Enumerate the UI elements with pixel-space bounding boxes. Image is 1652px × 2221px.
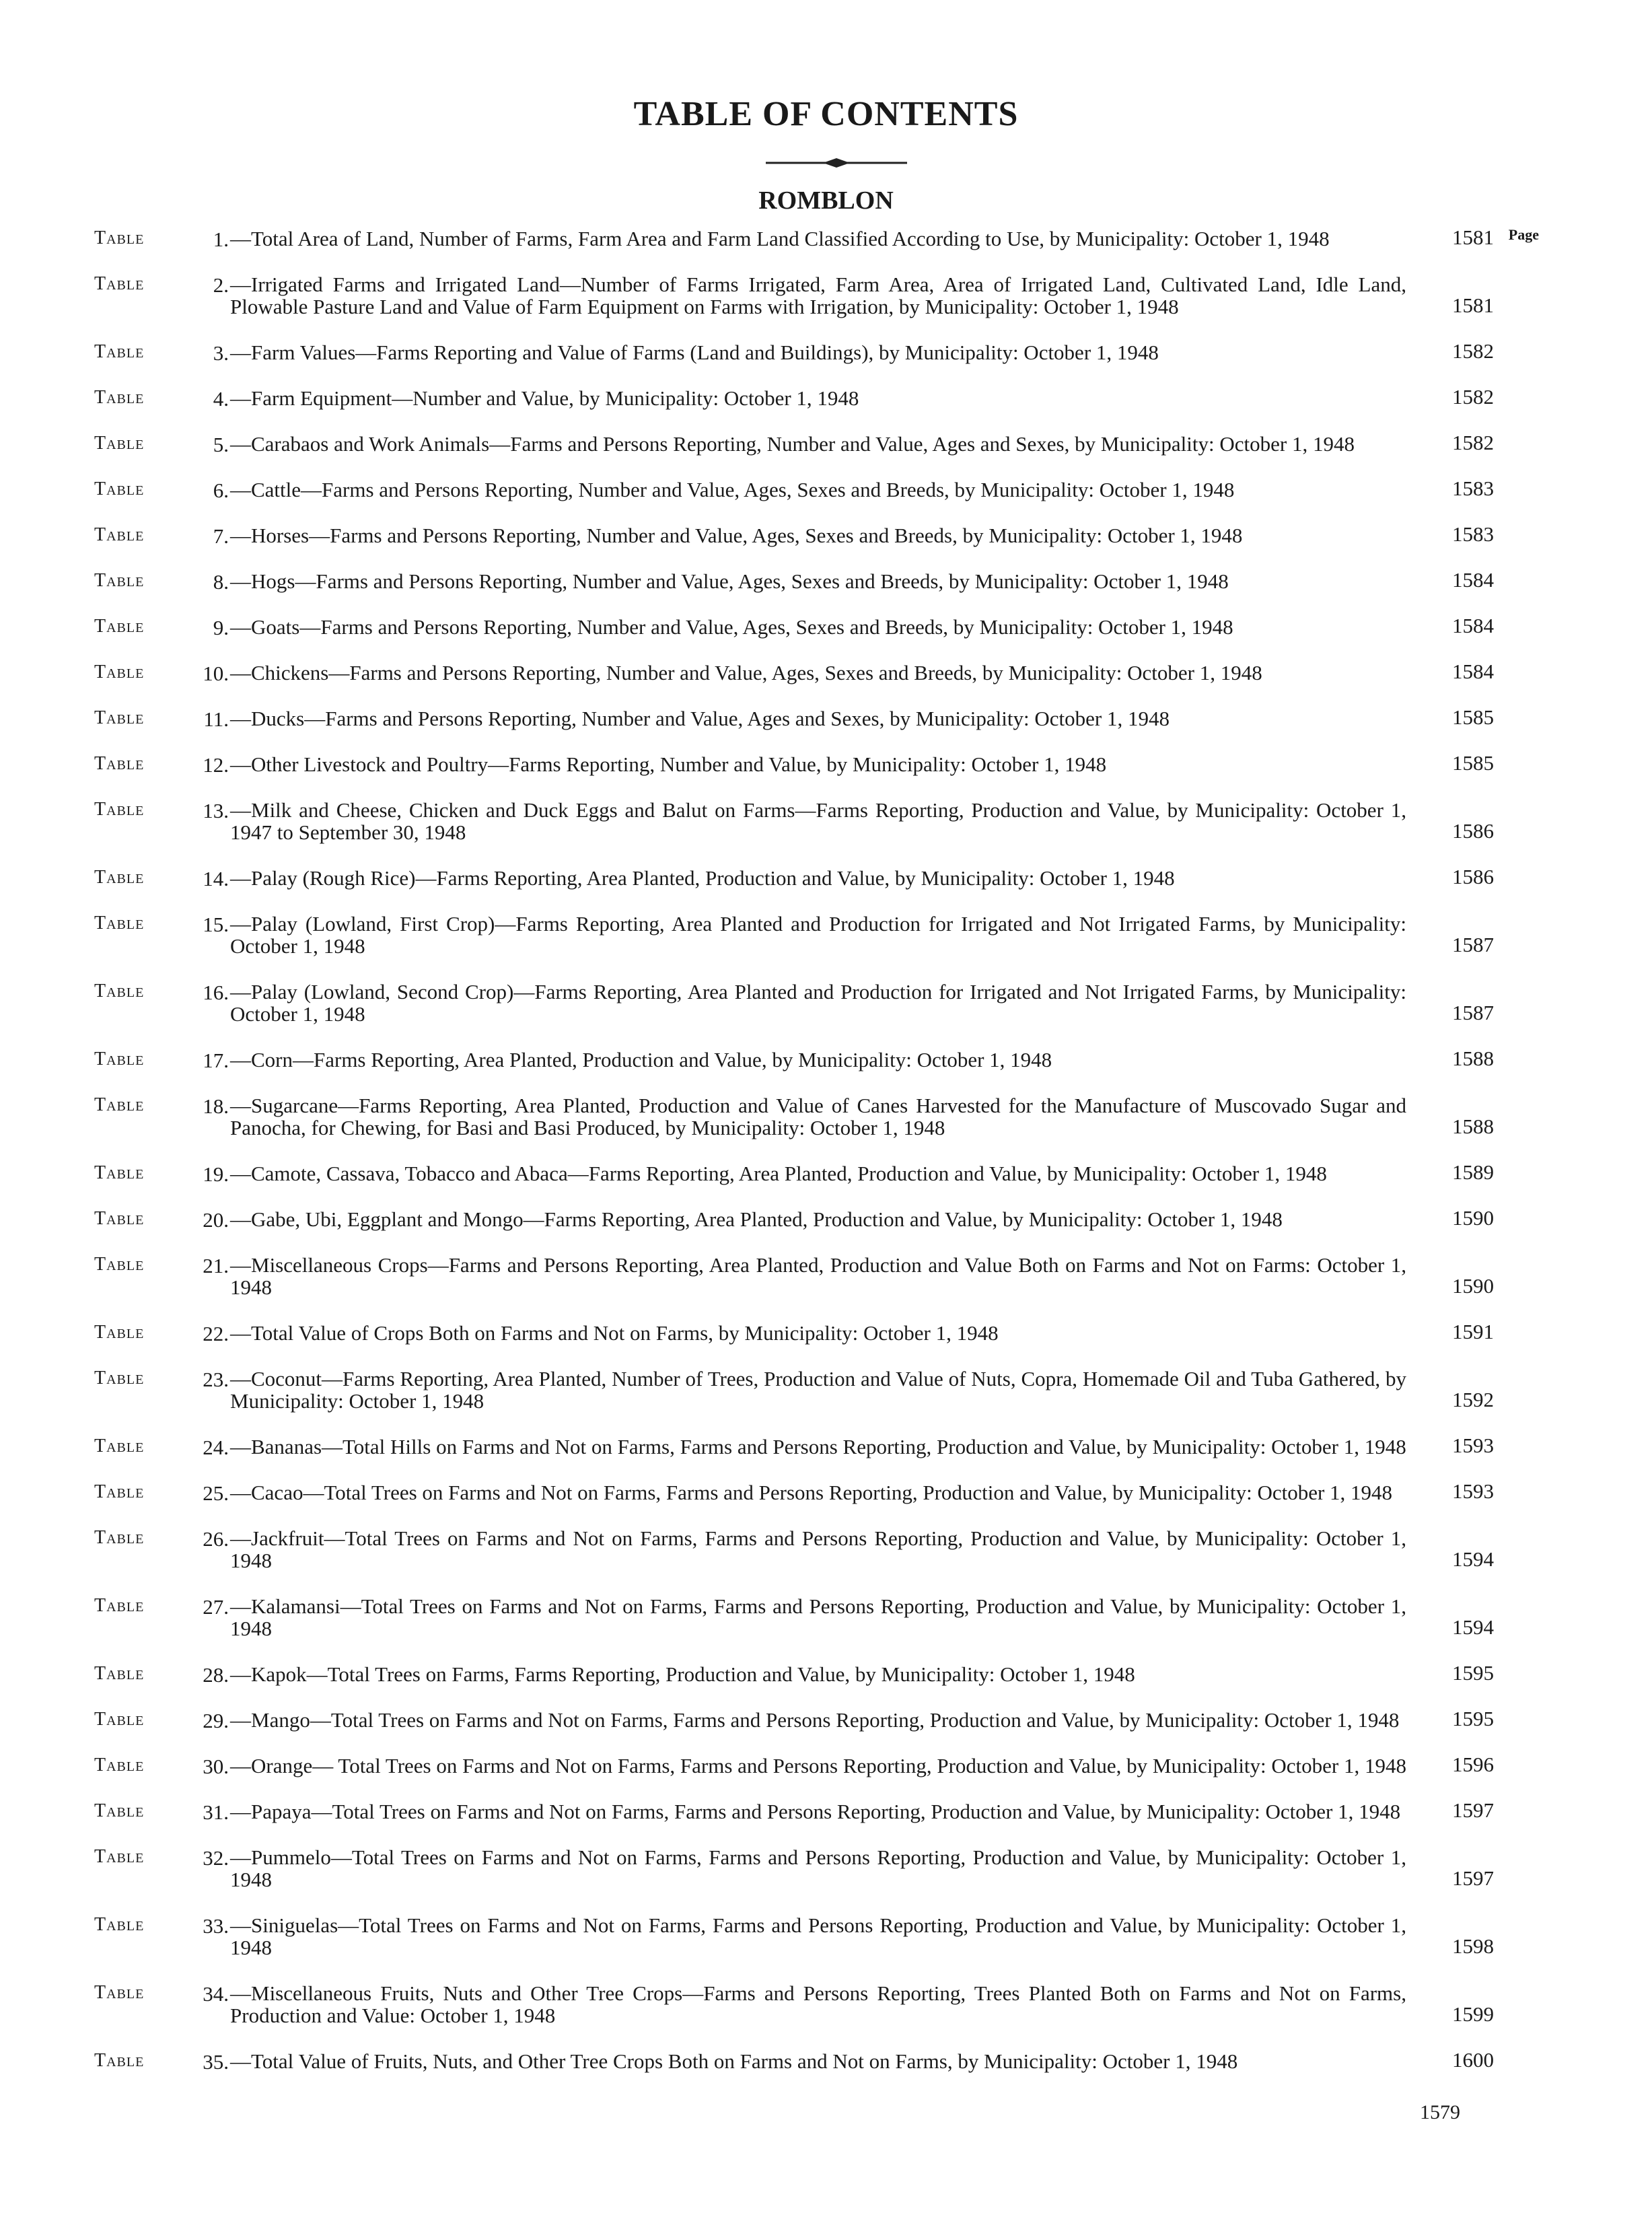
toc-entry-number: 11. — [203, 707, 229, 731]
toc-entry-label: Table — [94, 799, 145, 820]
toc-entry[interactable] — [94, 913, 1494, 957]
toc-entry-label: Table — [94, 1663, 145, 1684]
toc-entry-page: 1581 — [1452, 225, 1494, 249]
toc-entry-number: 7. — [213, 524, 229, 548]
toc-entry[interactable] — [94, 799, 1494, 843]
toc-entry-page: 1586 — [1452, 819, 1494, 843]
toc-entry-title: —Total Value of Crops Both on Farms and Not on Farms, by Municipality: October 1, 1948 — [230, 1321, 999, 1345]
toc-entry-title: —Siniguelas—Total Trees on Farms and Not on Farms, Farms and Persons Reporting, Production and Value, by Municipality: October 1, 1948 — [230, 1913, 1406, 1959]
toc-entry-label: Table — [94, 570, 145, 591]
toc-entry-label: Table — [94, 1527, 145, 1548]
toc-entry-page: 1599 — [1452, 2002, 1494, 2026]
toc-entry-page: 1591 — [1452, 1320, 1494, 1343]
page-title: TABLE OF CONTENTS — [633, 95, 1019, 133]
toc-entry-label: Table — [94, 273, 145, 294]
toc-entry-number: 8. — [213, 570, 229, 594]
toc-entry-number: 2. — [213, 273, 229, 297]
toc-entry-number: 18. — [203, 1094, 229, 1118]
toc-entry[interactable] — [94, 616, 1494, 638]
toc-entry-number: 24. — [203, 1436, 229, 1459]
toc-entry-title: —Palay (Lowland, First Crop)—Farms Reporting, Area Planted and Production for Irrigated and Not Irrigated Farms, by Municipality: October 1, 1948 — [230, 912, 1406, 958]
toc-entry[interactable] — [94, 1663, 1494, 1685]
table-of-contents — [94, 227, 1494, 2072]
toc-entry-label: Table — [94, 1914, 145, 1935]
toc-entry-number: 20. — [203, 1208, 229, 1232]
toc-entry-number: 35. — [203, 2050, 229, 2074]
toc-entry-page: 1583 — [1452, 522, 1494, 546]
toc-entry-label: Table — [94, 1436, 145, 1456]
toc-entry-page: 1584 — [1452, 660, 1494, 683]
toc-entry-label: Table — [94, 1254, 145, 1275]
toc-entry-number: 34. — [203, 1982, 229, 2006]
toc-entry[interactable] — [94, 1527, 1494, 1572]
toc-entry-page: 1587 — [1452, 1001, 1494, 1024]
toc-entry[interactable] — [94, 479, 1494, 501]
toc-entry-title: —Total Area of Land, Number of Farms, Farm Area and Farm Land Classified According to Use, by Municipality: October 1, 1948 — [230, 227, 1330, 250]
toc-entry[interactable] — [94, 1094, 1494, 1139]
toc-entry[interactable] — [94, 753, 1494, 775]
toc-entry-page: 1595 — [1452, 1661, 1494, 1685]
toc-entry-title: —Horses—Farms and Persons Reporting, Number and Value, Ages, Sexes and Breeds, by Municipality: October 1, 1948 — [230, 524, 1243, 547]
toc-entry-label: Table — [94, 1368, 145, 1388]
toc-entry-label: Table — [94, 433, 145, 454]
toc-entry[interactable] — [94, 662, 1494, 684]
toc-entry-number: 16. — [203, 981, 229, 1004]
page-column-label: Page — [1508, 226, 1539, 243]
toc-entry-label: Table — [94, 1094, 145, 1115]
toc-entry-title: —Farm Values—Farms Reporting and Value of Farms (Land and Buildings), by Municipality: October 1, 1948 — [230, 341, 1159, 364]
toc-entry-title: —Irrigated Farms and Irrigated Land—Number of Farms Irrigated, Farm Area, Area of Irrigated Land, Cultivated Land, Idle Land, Plowable Pasture Land and Value of Farm Equipment on Farms with Irrigation, by Municipality: October 1, 1948 — [230, 273, 1406, 318]
toc-entry-number: 29. — [203, 1709, 229, 1732]
toc-entry[interactable] — [94, 433, 1494, 455]
toc-entry-page: 1593 — [1452, 1479, 1494, 1503]
toc-entry-page: 1600 — [1452, 2048, 1494, 2072]
toc-entry-label: Table — [94, 1800, 145, 1821]
toc-entry-label: Table — [94, 387, 145, 408]
toc-entry-page: 1593 — [1452, 1434, 1494, 1457]
toc-entry-page: 1588 — [1452, 1047, 1494, 1070]
toc-entry-page: 1588 — [1452, 1115, 1494, 1138]
toc-entry-label: Table — [94, 1162, 145, 1183]
toc-entry-title: —Mango—Total Trees on Farms and Not on Farms, Farms and Persons Reporting, Production and Value, by Municipality: October 1, 1948 — [230, 1708, 1400, 1732]
toc-entry-label: Table — [94, 1322, 145, 1343]
toc-entry-title: —Orange— Total Trees on Farms and Not on Farms, Farms and Persons Reporting, Production and Value, by Municipality: October 1, 1948 — [230, 1754, 1407, 1777]
toc-entry-number: 5. — [213, 433, 229, 456]
toc-entry[interactable] — [94, 1914, 1494, 1959]
toc-entry[interactable] — [94, 1846, 1494, 1891]
toc-entry[interactable] — [94, 1436, 1494, 1458]
toc-entry[interactable] — [94, 341, 1494, 363]
toc-entry-title: —Sugarcane—Farms Reporting, Area Planted, Production and Value of Canes Harvested for the Manufacture of Muscovado Sugar and Panocha, for Chewing, for Basi and Basi Produced, by Municipality: October 1, 1948 — [230, 1094, 1406, 1139]
toc-entry-number: 15. — [203, 913, 229, 936]
toc-entry-page: 1582 — [1452, 431, 1494, 454]
toc-entry-page: 1595 — [1452, 1707, 1494, 1730]
toc-entry[interactable] — [94, 707, 1494, 730]
toc-entry[interactable] — [94, 1982, 1494, 2026]
toc-entry-label: Table — [94, 1709, 145, 1730]
toc-entry-number: 17. — [203, 1049, 229, 1072]
toc-entry-number: 9. — [213, 616, 229, 639]
toc-entry-page: 1592 — [1452, 1388, 1494, 1411]
toc-entry-number: 21. — [203, 1254, 229, 1277]
toc-entry[interactable] — [94, 1322, 1494, 1344]
toc-entry-page: 1584 — [1452, 568, 1494, 592]
toc-entry-title: —Milk and Cheese, Chicken and Duck Eggs and Balut on Farms—Farms Reporting, Production and Value, by Municipality: October 1, 1947 to September 30, 1948 — [230, 798, 1406, 844]
toc-entry-label: Table — [94, 1846, 145, 1867]
toc-entry-page: 1594 — [1452, 1547, 1494, 1571]
toc-entry-title: —Bananas—Total Hills on Farms and Not on Farms, Farms and Persons Reporting, Production and Value, by Municipality: October 1, 1948 — [230, 1435, 1406, 1458]
toc-entry-title: —Kapok—Total Trees on Farms, Farms Reporting, Production and Value, by Municipality: October 1, 1948 — [230, 1662, 1135, 1686]
title-ornament — [759, 156, 914, 170]
toc-entry[interactable] — [94, 1162, 1494, 1185]
toc-entry-number: 14. — [203, 867, 229, 890]
toc-entry-title: —Total Value of Fruits, Nuts, and Other Tree Crops Both on Farms and Not on Farms, by Municipality: October 1, 1948 — [230, 2049, 1238, 2073]
toc-entry-number: 12. — [203, 753, 229, 777]
toc-entry-title: —Hogs—Farms and Persons Reporting, Number and Value, Ages, Sexes and Breeds, by Municipality: October 1, 1948 — [230, 569, 1229, 593]
page-number: 1579 — [1420, 2101, 1460, 2123]
toc-entry-page: 1590 — [1452, 1206, 1494, 1230]
toc-entry[interactable] — [94, 387, 1494, 409]
toc-entry-number: 6. — [213, 479, 229, 502]
toc-entry-number: 33. — [203, 1914, 229, 1938]
toc-entry-title: —Kalamansi—Total Trees on Farms and Not on Farms, Farms and Persons Reporting, Production and Value, by Municipality: October 1, 1948 — [230, 1594, 1406, 1640]
toc-entry-number: 10. — [203, 662, 229, 685]
toc-entry-page: 1582 — [1452, 385, 1494, 409]
toc-entry-number: 3. — [213, 341, 229, 365]
toc-entry-label: Table — [94, 524, 145, 545]
toc-entry[interactable] — [94, 1481, 1494, 1504]
toc-entry-number: 25. — [203, 1481, 229, 1505]
toc-entry-number: 31. — [203, 1800, 229, 1824]
toc-entry[interactable] — [94, 1595, 1494, 1640]
toc-entry-number: 4. — [213, 387, 229, 411]
toc-entry-page: 1596 — [1452, 1753, 1494, 1776]
toc-entry-title: —Other Livestock and Poultry—Farms Reporting, Number and Value, by Municipality: October 1, 1948 — [230, 752, 1107, 776]
toc-entry-number: 13. — [203, 799, 229, 822]
toc-entry-number: 26. — [203, 1527, 229, 1551]
toc-entry-page: 1590 — [1452, 1274, 1494, 1298]
toc-entry-page: 1586 — [1452, 865, 1494, 888]
toc-entry-label: Table — [94, 1982, 145, 2003]
toc-entry-title: —Cacao—Total Trees on Farms and Not on Farms, Farms and Persons Reporting, Production and Value, by Municipality: October 1, 1948 — [230, 1481, 1393, 1504]
toc-entry-label: Table — [94, 753, 145, 774]
toc-entry-title: —Camote, Cassava, Tobacco and Abaca—Farms Reporting, Area Planted, Production and Value, by Municipality: October 1, 1948 — [230, 1162, 1327, 1185]
toc-entry-label: Table — [94, 707, 145, 728]
toc-entry[interactable] — [94, 2050, 1494, 2072]
toc-entry-title: —Miscellaneous Crops—Farms and Persons Reporting, Area Planted, Production and Value Both on Farms and Not on Farms: October 1, 1948 — [230, 1253, 1406, 1299]
toc-entry[interactable] — [94, 227, 1494, 250]
toc-entry-label: Table — [94, 913, 145, 933]
toc-entry-title: —Coconut—Farms Reporting, Area Planted, Number of Trees, Production and Value of Nuts, Copra, Homemade Oil and Tuba Gathered, by Municipality: October 1, 1948 — [230, 1367, 1406, 1413]
toc-entry-page: 1598 — [1452, 1934, 1494, 1958]
toc-entry-title: —Jackfruit—Total Trees on Farms and Not on Farms, Farms and Persons Reporting, Production and Value, by Municipality: October 1, 1948 — [230, 1526, 1406, 1572]
toc-entry-number: 30. — [203, 1755, 229, 1778]
toc-entry-title: —Corn—Farms Reporting, Area Planted, Production and Value, by Municipality: October 1, 1948 — [230, 1048, 1052, 1071]
toc-entry-number: 28. — [203, 1663, 229, 1687]
toc-entry-page: 1597 — [1452, 1866, 1494, 1890]
toc-entry-number: 19. — [203, 1162, 229, 1186]
toc-entry[interactable] — [94, 1709, 1494, 1731]
toc-entry-page: 1583 — [1452, 477, 1494, 500]
toc-entry-label: Table — [94, 479, 145, 499]
toc-entry-number: 32. — [203, 1846, 229, 1870]
toc-entry[interactable] — [94, 1049, 1494, 1071]
toc-entry-page: 1582 — [1452, 339, 1494, 363]
toc-entry[interactable] — [94, 273, 1494, 318]
toc-entry-title: —Pummelo—Total Trees on Farms and Not on Farms, Farms and Persons Reporting, Production and Value, by Municipality: October 1, 1948 — [230, 1845, 1406, 1891]
toc-entry-title: —Palay (Rough Rice)—Farms Reporting, Area Planted, Production and Value, by Municipality: October 1, 1948 — [230, 866, 1175, 890]
toc-entry-page: 1581 — [1452, 293, 1494, 317]
toc-entry-label: Table — [94, 1481, 145, 1502]
toc-entry-label: Table — [94, 1049, 145, 1069]
toc-entry-page: 1589 — [1452, 1160, 1494, 1184]
toc-entry[interactable] — [94, 524, 1494, 547]
toc-entry-label: Table — [94, 662, 145, 682]
toc-entry-label: Table — [94, 341, 145, 362]
toc-entry-number: 27. — [203, 1595, 229, 1619]
toc-entry[interactable] — [94, 981, 1494, 1025]
toc-entry[interactable] — [94, 1368, 1494, 1412]
toc-entry-number: 22. — [203, 1322, 229, 1345]
toc-entry-title: —Ducks—Farms and Persons Reporting, Number and Value, Ages and Sexes, by Municipality: October 1, 1948 — [230, 707, 1170, 730]
toc-entry-label: Table — [94, 867, 145, 888]
toc-entry-label: Table — [94, 1755, 145, 1775]
toc-entry-title: —Gabe, Ubi, Eggplant and Mongo—Farms Reporting, Area Planted, Production and Value, by Municipality: October 1, 1948 — [230, 1207, 1283, 1231]
toc-entry-label: Table — [94, 227, 145, 248]
toc-entry-title: —Farm Equipment—Number and Value, by Municipality: October 1, 1948 — [230, 386, 859, 410]
toc-entry-title: —Carabaos and Work Animals—Farms and Persons Reporting, Number and Value, Ages and Sexes, by Municipality: October 1, 1948 — [230, 432, 1355, 456]
toc-entry-page: 1587 — [1452, 933, 1494, 956]
toc-entry-number: 23. — [203, 1368, 229, 1391]
toc-entry-page: 1597 — [1452, 1798, 1494, 1822]
toc-entry-title: —Chickens—Farms and Persons Reporting, Number and Value, Ages, Sexes and Breeds, by Municipality: October 1, 1948 — [230, 661, 1262, 684]
toc-entry-title: —Palay (Lowland, Second Crop)—Farms Reporting, Area Planted and Production for Irrigated and Not Irrigated Farms, by Municipality: October 1, 1948 — [230, 980, 1406, 1026]
toc-entry-title: —Miscellaneous Fruits, Nuts and Other Tree Crops—Farms and Persons Reporting, Trees Planted Both on Farms and Not on Farms, Production and Value: October 1, 1948 — [230, 1981, 1406, 2027]
toc-entry-number: 1. — [213, 227, 229, 251]
toc-entry-label: Table — [94, 1208, 145, 1229]
toc-entry[interactable] — [94, 1208, 1494, 1230]
toc-entry-title: —Cattle—Farms and Persons Reporting, Number and Value, Ages, Sexes and Breeds, by Municipality: October 1, 1948 — [230, 478, 1235, 501]
toc-entry-page: 1584 — [1452, 614, 1494, 637]
toc-entry-label: Table — [94, 616, 145, 637]
toc-entry-page: 1594 — [1452, 1615, 1494, 1639]
toc-entry-page: 1585 — [1452, 751, 1494, 775]
toc-entry-label: Table — [94, 1595, 145, 1616]
toc-entry[interactable] — [94, 867, 1494, 889]
toc-entry[interactable] — [94, 1755, 1494, 1777]
toc-entry-label: Table — [94, 981, 145, 1001]
toc-entry[interactable] — [94, 1254, 1494, 1298]
toc-entry-title: —Papaya—Total Trees on Farms and Not on Farms, Farms and Persons Reporting, Production and Value, by Municipality: October 1, 1948 — [230, 1800, 1401, 1823]
toc-entry-label: Table — [94, 2050, 145, 2071]
toc-entry-page: 1585 — [1452, 705, 1494, 729]
toc-entry[interactable] — [94, 570, 1494, 592]
toc-entry-title: —Goats—Farms and Persons Reporting, Number and Value, Ages, Sexes and Breeds, by Municipality: October 1, 1948 — [230, 615, 1233, 639]
section-title: ROMBLON — [758, 186, 894, 215]
toc-entry[interactable] — [94, 1800, 1494, 1823]
